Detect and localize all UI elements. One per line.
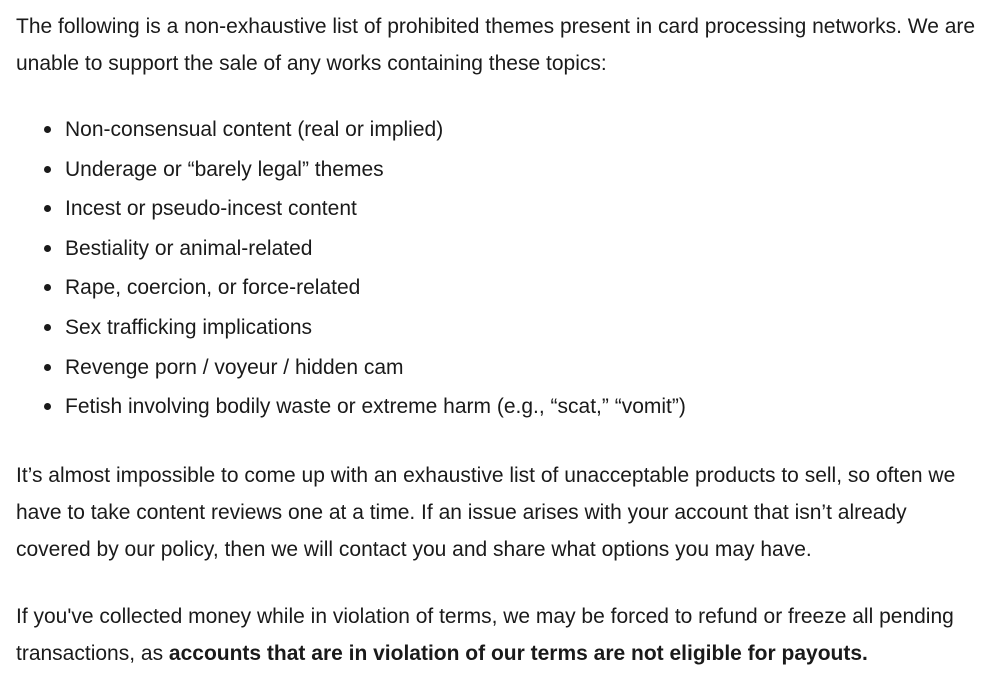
list-item-text: Rape, coercion, or force-related [65, 276, 361, 300]
intro-paragraph: The following is a non-exhaustive list of prohibited themes present in card processing networks. We are unable to support the sale of any works containing these topics: [16, 15, 976, 75]
bullet-icon [44, 403, 51, 410]
list-item-text: Incest or pseudo-incest content [65, 197, 357, 221]
list-item [44, 268, 984, 308]
list-item-text: Underage or “barely legal” themes [65, 157, 384, 181]
bullet-icon [44, 245, 51, 252]
list-item [44, 308, 984, 348]
bullet-icon [44, 284, 51, 291]
bullet-icon [44, 126, 51, 133]
list-item [44, 348, 984, 388]
list-item-text: Sex trafficking implications [65, 315, 313, 339]
bullet-icon [44, 324, 51, 331]
payout-paragraph-lead: If you've collected money while in violation of terms, we may be forced to refund or freeze all pending transactions, as [16, 604, 954, 665]
list-item-text: Fetish involving bodily waste or extreme harm (e.g., “scat,” “vomit”) [65, 395, 686, 419]
bullet-icon [44, 364, 51, 371]
list-item-text: Non-consensual content (real or implied) [65, 118, 444, 141]
list-item [44, 189, 984, 229]
review-paragraph: It’s almost impossible to come up with an exhaustive list of unacceptable products to sell, so often we have to take content reviews one at a time. If an issue arises with your account that isn’t already covered by our policy, then we will contact you and share what options you may have. [16, 463, 956, 561]
bullet-icon [44, 166, 51, 173]
list-item [44, 110, 984, 150]
prohibited-themes-list [16, 110, 984, 427]
bullet-icon [44, 205, 51, 212]
list-item-text: Revenge porn / voyeur / hidden cam [65, 355, 404, 379]
list-item [44, 387, 984, 427]
list-item-text: Bestiality or animal-related [65, 236, 313, 260]
list-item [44, 229, 984, 269]
payout-paragraph [16, 598, 984, 672]
payout-paragraph-emphasis: accounts that are in violation of our terms are not eligible for payouts. [168, 641, 868, 665]
list-item [44, 150, 984, 190]
